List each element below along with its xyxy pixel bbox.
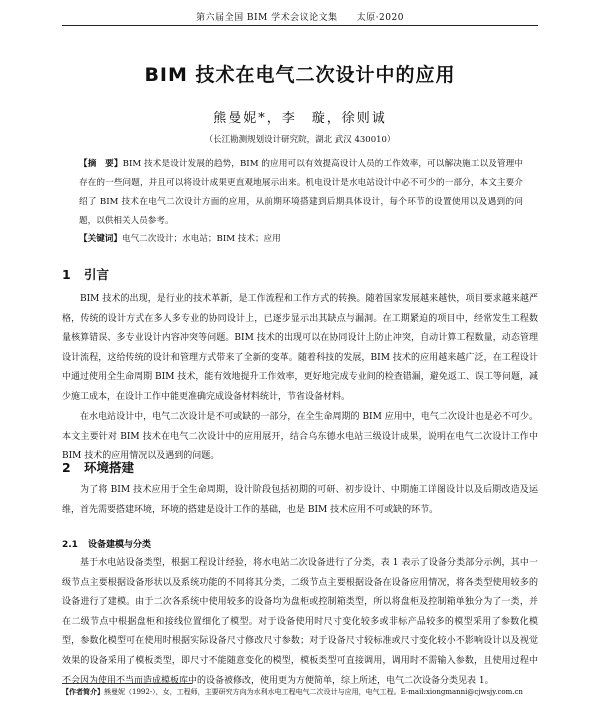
abstract-text: BIM 技术是设计发展的趋势，BIM 的应用可以有效提高设计人员的工作效率，可以解决施工以及管理中存在的一些问题，并且可以将设计成果更直观地展示出来。机电设计是水电站设计中必不可少的一部分，本文主要介绍了 BIM 技术在电气二次设计方面的应用，从前期环境搭建到后期具体设计，每个环节的设置使用以及遇到的问题，以供相关人员参考。 [79, 159, 523, 226]
abstract-label: 【摘 要】 [79, 159, 123, 169]
header-rule [62, 25, 538, 26]
keywords-label: 【关键词】 [79, 234, 122, 244]
introduction-paragraph: 在水电站设计中，电气二次设计是不可或缺的一部分，在全生命周期的 BIM 应用中，电气二次设计也是必不可少。本文主要针对 BIM 技术在电气二次设计中的应用展开，结合乌东德水电站三级设计成果，说明在电气二次设计工作中 BIM 技术的应用情况以及遇到的问题。 [62, 412, 538, 462]
keywords-text: 电气二次设计；水电站；BIM 技术；应用 [121, 234, 281, 244]
affiliation: （长江勘测规划设计研究院，湖北 武汉 430010） [204, 135, 396, 145]
authors: 熊曼妮*，李 璇，徐则诚 [213, 111, 387, 126]
footnote-rule [62, 683, 192, 684]
section-title: 引言 [84, 267, 110, 282]
section-heading-environment [62, 458, 134, 476]
running-header: 第六届全国 BIM 学术会议论文集 太原·2020 [196, 13, 404, 23]
keywords [79, 232, 523, 244]
subsection-number: 2.1 [62, 540, 78, 550]
introduction-paragraph: BIM 技术的出现，是行业的技术革新，是工作流程和工作方式的转换。随着国家发展越来越快，项目要求越来越严格，传统的设计方式在多人多专业的协同设计上，已逐步显示出其缺点与漏洞。在工期紧迫的项目中，经常发生工程数量核算错误、多专业设计内容冲突等问题。BIM 技术的出现可以在协同设计上防止冲突，自动计算工程数量，动态管理设计流程，这给传统的设计和管理方式带来了全新的变革。随着科技的发展，BIM 技术的应用越来越广泛，在工程设计中通过使用全生命周期 BIM 技术，能有效地提升工作效率，更好地完成专业间的检查错漏，避免返工、误工等问题，减少施工成本，在设计工作中能更准确完成设备材料统计，节省设备材料。 [62, 294, 538, 402]
equipment-modeling-paragraph: 基于水电站设备类型，根据工程设计经验，将水电站二次设备进行了分类，表 1 表示了设备分类部分示例，其中一级节点主要根据设备形状以及系统功能的不同将其分类，二级节点主要根据设备在设备应用情况，将各类型使用较多的设备进行了建模。由于二次各系统中使用较多的设备均为盘柜或控制箱类型，所以将盘柜及控制箱单独分为了一类，并在二级节点中根据盘柜和接线位置细化了模型。对于设备使用时尺寸变化较多或非标产品较多的模型采用了参数化模型，参数化模型可在使用时根据实际设备尺寸修改尺寸参数；对于设备尺寸较标准或尺寸变化较小不影响设计以及视觉效果的设备采用了模板类型，即尺寸不能随意变化的模型，模板类型可直接调用，调用时不需输入参数，且使用过程中不会因为使用不当而造成模板库中的设备被修改，使用更为方便简单，综上所述，电气二次设备分类见表 1。 [62, 558, 538, 686]
abstract [79, 155, 523, 231]
section-number: 1 [62, 267, 71, 282]
section-number: 2 [62, 460, 71, 475]
subsection-heading-equipment-modeling [62, 537, 151, 550]
author-footnote [62, 686, 538, 698]
environment-paragraph: 为了将 BIM 技术应用于全生命周期，设计阶段包括初期的可研、初步设计、中期施工详图设计以及后期改造及运维，首先需要搭建环境，环境的搭建是设计工作的基础，也是 BIM 技术应用不可或缺的环节。 [62, 485, 538, 515]
paper-title: BIM 技术在电气二次设计中的应用 [144, 64, 456, 86]
footnote-text: 熊曼妮（1992-），女，工程师，主要研究方向为水利水电工程电气二次设计与应用，电气工程。E-mail:xiongmanni@cjwsjy.com.cn [104, 688, 523, 696]
subsection-title: 设备建模与分类 [88, 540, 152, 550]
section-title: 环境搭建 [84, 460, 135, 475]
footnote-label: 【作者简介】 [62, 688, 104, 696]
section-heading-introduction [62, 265, 109, 283]
